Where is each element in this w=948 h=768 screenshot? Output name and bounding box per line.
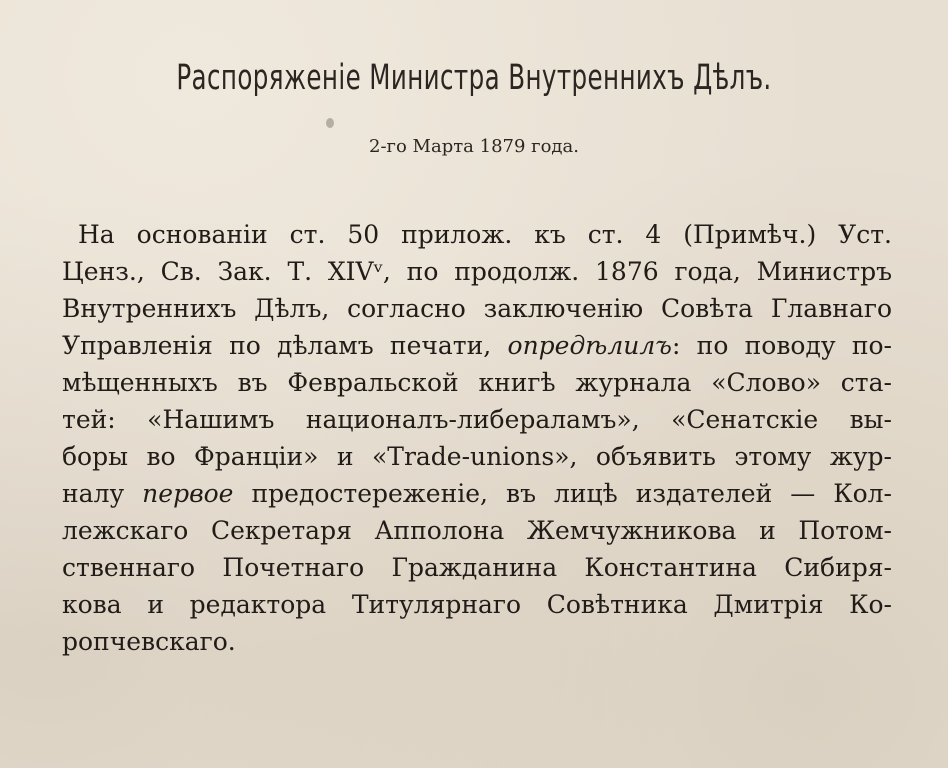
body-line-3: Внутреннихъ Дѣлъ, согласно заключенію Совѣта Главнаго	[62, 294, 892, 323]
body-line-4	[62, 327, 892, 364]
ink-smudge	[326, 118, 334, 128]
body-line-2: Ценз., Св. Зак. Т. XIVᵛ, по продолж. 1876 года, Министръ	[62, 257, 892, 286]
body-line-8-part-2: предостереженіе, въ лицѣ издателей — Кол-	[233, 479, 892, 508]
body-line-7: боры во Франціи» и «Trade-unions», объявить этому жур-	[62, 442, 892, 471]
italic-opredelil: опредѣлилъ	[507, 331, 672, 360]
body-line-10: ственнаго Почетнаго Гражданина Константина Сибиря-	[62, 553, 892, 582]
body-line-12: ропчевскаго.	[62, 627, 236, 656]
document-title: Распоряженіе Министра Внутреннихъ Дѣлъ.	[176, 58, 772, 98]
italic-pervoe: первое	[142, 479, 234, 508]
body-line-8	[62, 475, 892, 512]
body-line-6: тей: «Нашимъ националъ-либераламъ», «Сенатскіе вы-	[62, 405, 892, 434]
body-line-8-part-1: налу	[62, 479, 143, 508]
body-line-4-part-2: : по поводу по-	[671, 331, 892, 360]
body-line-9: лежскаго Секретаря Апполона Жемчужникова и Потом-	[62, 516, 892, 545]
body-line-11: кова и редактора Титулярнаго Совѣтника Дмитрія Ко-	[62, 590, 892, 619]
document-body	[62, 216, 892, 660]
body-line-4-part-1: Управленія по дѣламъ печати,	[62, 331, 508, 360]
document-date: 2-го Марта 1879 года.	[369, 136, 579, 157]
body-line-5: мѣщенныхъ въ Февральской книгѣ журнала «Слово» ста-	[62, 368, 892, 397]
body-line-1: На основаніи ст. 50 прилож. къ ст. 4 (Примѣч.) Уст.	[78, 220, 892, 249]
